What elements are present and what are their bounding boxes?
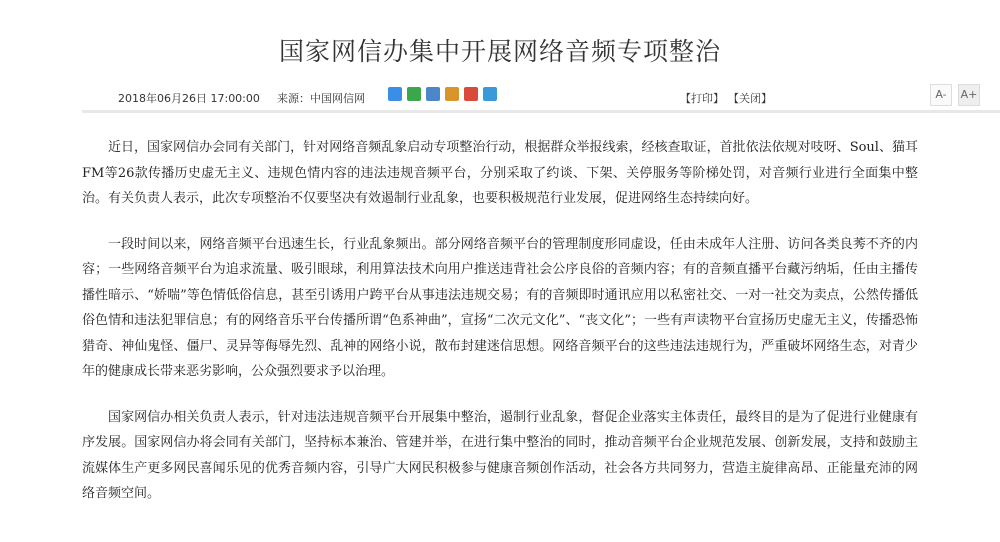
font-smaller-icon: A- [935,88,947,101]
close-link[interactable]: 【关闭】 [728,92,772,105]
font-smaller-button[interactable] [930,84,952,106]
article-body [82,135,918,527]
share-icons [388,87,497,101]
article-source: 来源：中国网信网 [277,92,365,105]
share-plus-icon[interactable] [388,87,402,101]
paragraph: 一段时间以来，网络音频平台迅速生长，行业乱象频出。部分网络音频平台的管理制度形同虚设，任由未成年人注册、访问各类良莠不齐的内容；一些网络音频平台为追求流量、吸引眼球，利用算法技术向用户推送违背社会公序良俗的音频内容；有的音频直播平台藏污纳垢，任由主播传播性暗示、“娇喘”等色情低俗信息，甚至引诱用户跨平台从事违法违规交易；有的音频即时通讯应用以私密社交、一对一社交为卖点，公然传播低俗色情和违法犯罪信息；有的网络音乐平台传播所谓“色系神曲”，宣扬“二次元文化”、“丧文化”；一些有声读物平台宣扬历史虚无主义，传播恐怖猎奇、神仙鬼怪、僵尸、灵异等侮辱先烈、乱神的网络小说，散布封建迷信思想。网络音频平台的这些违法违规行为，严重破坏网络生态，对青少年的健康成长带来恶劣影响，公众强烈要求予以治理。 [82,236,918,379]
paragraph: 近日，国家网信办会同有关部门，针对网络音频乱象启动专项整治行动，根据群众举报线索，经核查取证，首批依法依规对吱呀、Soul、猫耳FM等26款传播历史虚无主义、违规色情内容的违法违规音频平台，分别采取了约谈、下架、关停服务等阶梯处罚，对音频行业进行全面集中整治。有关负责人表示，此次专项整治不仅要坚决有效遏制行业乱象，也要积极规范行业发展，促进网络生态持续向好。 [82,140,918,206]
article-meta [0,84,1000,108]
share-orange-icon[interactable] [445,87,459,101]
divider [82,110,1000,113]
publish-datetime: 2018年06月26日 17:00:00 [118,92,260,105]
share-green-icon[interactable] [407,87,421,101]
share-qq-icon[interactable] [483,87,497,101]
paragraph: 国家网信办相关负责人表示，针对违法违规音频平台开展集中整治，遏制行业乱象，督促企业落实主体责任，最终目的是为了促进行业健康有序发展。国家网信办将会同有关部门，坚持标本兼治、管建并举，在进行集中整治的同时，推动音频平台企业规范发展、创新发展，支持和鼓励主流媒体生产更多网民喜闻乐见的优秀音频内容，引导广大网民积极参与健康音频创作活动，社会各方共同努力，营造主旋律高昂、正能量充沛的网络音频空间。 [82,409,918,501]
font-larger-button[interactable] [958,84,980,106]
article-title: 国家网信办集中开展网络音频专项整治 [278,37,721,66]
print-link[interactable]: 【打印】 [680,92,724,105]
font-larger-icon: A+ [960,88,978,101]
share-red-icon[interactable] [464,87,478,101]
share-blue-icon[interactable] [426,87,440,101]
